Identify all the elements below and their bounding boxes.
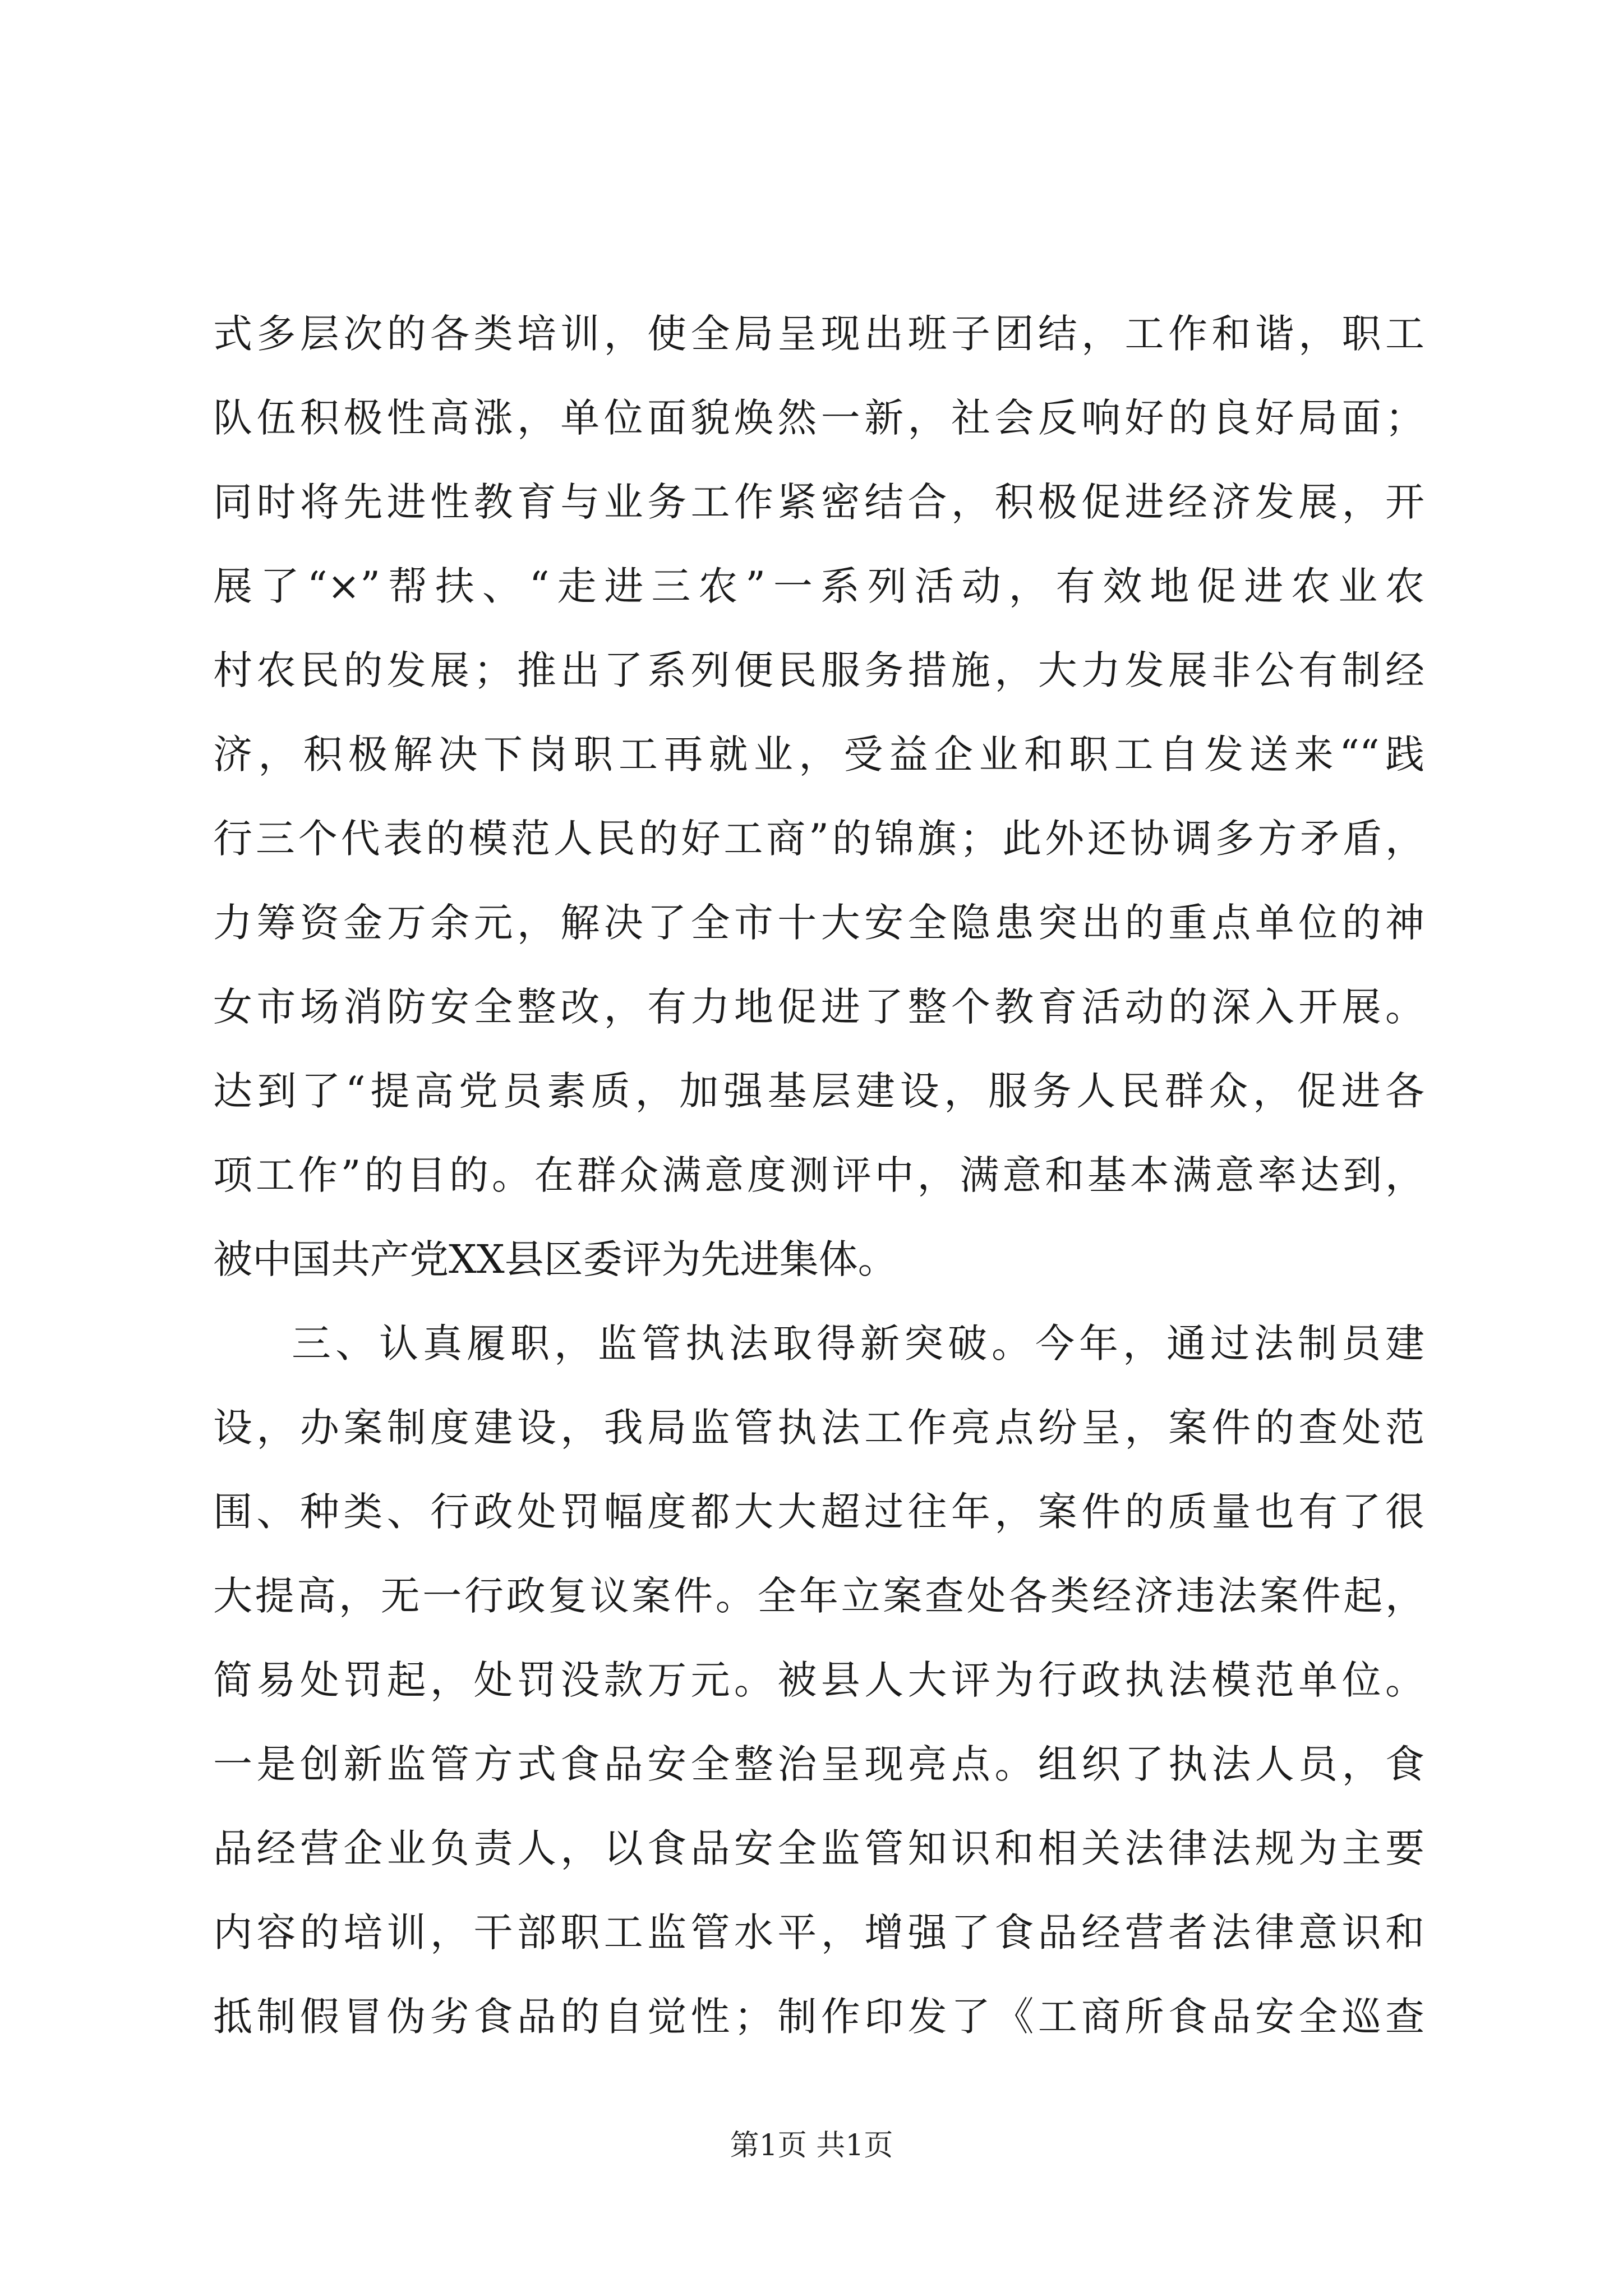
page-number-footer: 第1页 共1页 <box>730 2129 893 2162</box>
text-line: 围、种类、行政处罚幅度都大大超过往年，案件的质量也有了很 <box>213 1489 1424 1535</box>
text-line: 力筹资金万余元，解决了全市十大安全隐患突出的重点单位的神 <box>213 900 1424 946</box>
text-line: 济，积极解决下岗职工再就业，受益企业和职工自发送来““践 <box>213 731 1424 777</box>
text-line: 队伍积极性高涨，单位面貌焕然一新，社会反响好的良好局面； <box>213 395 1424 441</box>
text-line: 抵制假冒伪劣食品的自觉性；制作印发了《工商所食品安全巡查 <box>213 1994 1424 2040</box>
document-body <box>213 292 1424 2059</box>
section-heading-line: 三、认真履职，监管执法取得新突破。今年，通过法制员建 <box>292 1320 1424 1366</box>
text-line: 内容的培训，干部职工监管水平，增强了食品经营者法律意识和 <box>213 1910 1424 1955</box>
text-line: 同时将先进性教育与业务工作紧密结合，积极促进经济发展，开 <box>213 479 1424 525</box>
text-line: 项工作”的目的。在群众满意度测评中，满意和基本满意率达到， <box>213 1152 1424 1198</box>
text-line: 设，办案制度建设，我局监管执法工作亮点纷呈，案件的查处范 <box>213 1405 1424 1451</box>
text-line: 行三个代表的模范人民的好工商”的锦旗；此外还协调多方矛盾， <box>213 816 1424 862</box>
text-line: 式多层次的各类培训，使全局呈现出班子团结，工作和谐，职工 <box>213 311 1424 357</box>
text-line: 女市场消防安全整改，有力地促进了整个教育活动的深入开展。 <box>213 984 1424 1030</box>
text-line: 简易处罚起，处罚没款万元。被县人大评为行政执法模范单位。 <box>213 1657 1424 1703</box>
text-line: 一是创新监管方式食品安全整治呈现亮点。组织了执法人员，食 <box>213 1741 1424 1787</box>
text-line: 品经营企业负责人，以食品安全监管知识和相关法律法规为主要 <box>213 1825 1424 1871</box>
text-line: 展了“×”帮扶、“走进三农”一系列活动，有效地促进农业农 <box>213 563 1424 609</box>
text-line: 村农民的发展；推出了系列便民服务措施，大力发展非公有制经 <box>213 647 1424 693</box>
text-line: 大提高，无一行政复议案件。全年立案查处各类经济违法案件起， <box>213 1573 1424 1619</box>
text-line: 达到了“提高党员素质，加强基层建设，服务人民群众，促进各 <box>213 1068 1424 1114</box>
paragraph-end-line: 被中国共产党XX县区委评为先进集体。 <box>213 1236 897 1282</box>
